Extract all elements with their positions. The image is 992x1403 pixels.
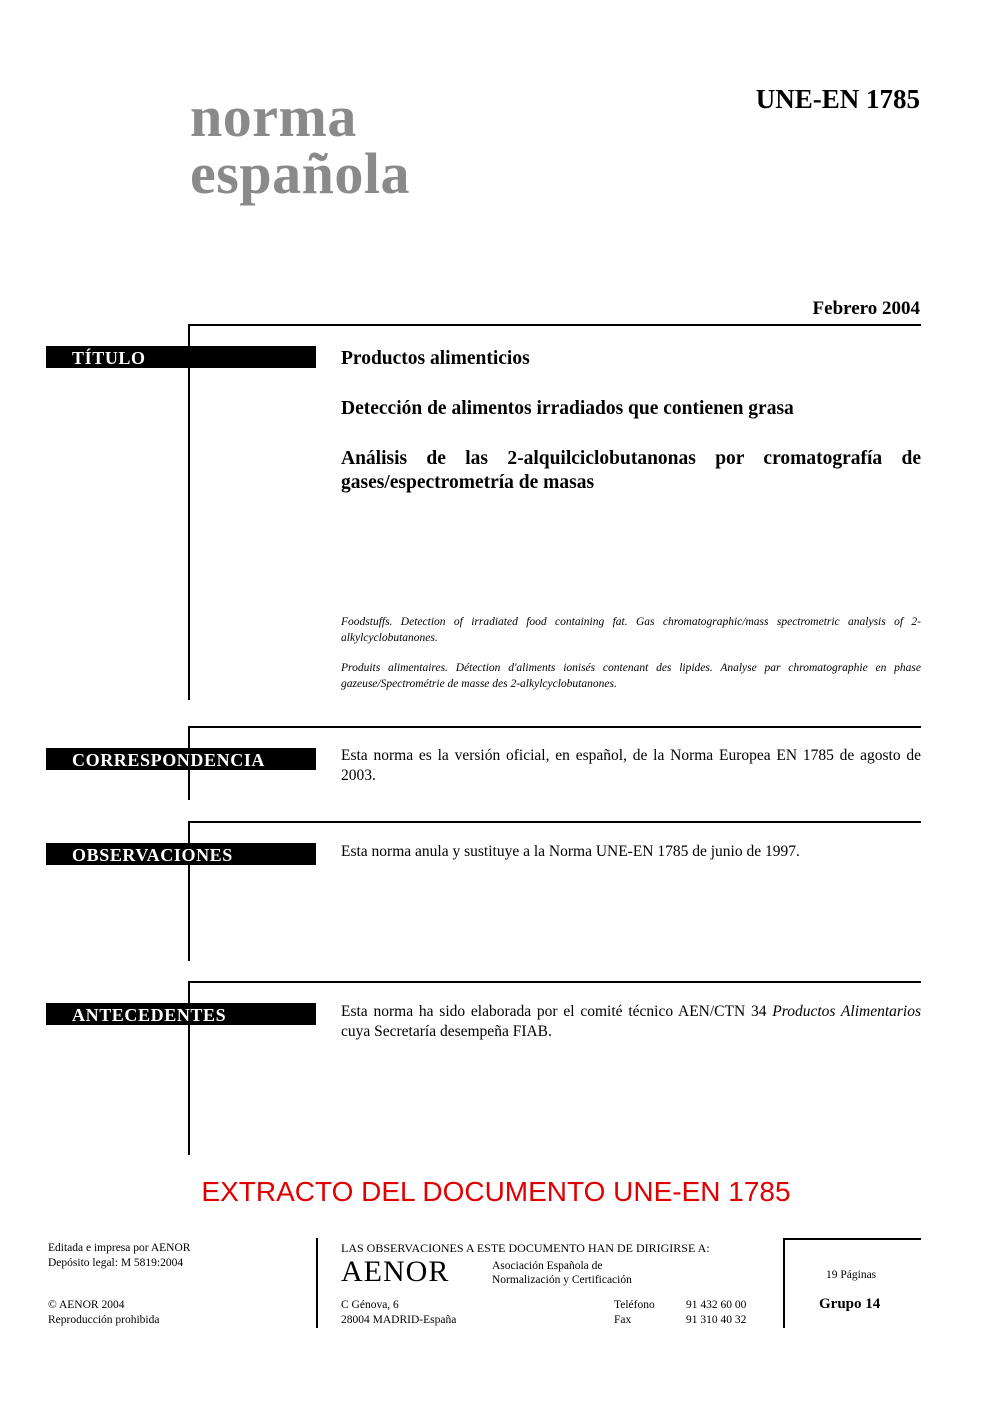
brand-espanola: española [190, 141, 410, 206]
footer-observaciones-heading: LAS OBSERVACIONES A ESTE DOCUMENTO HAN DE DIRIGIRSE A: [341, 1241, 710, 1255]
label-antecedentes: ANTECEDENTES [46, 1003, 316, 1025]
footer-grupo: Grupo 14 [819, 1296, 881, 1312]
extract-watermark: EXTRACTO DEL DOCUMENTO UNE-EN 1785 [201, 1176, 791, 1207]
section-rule-titulo [188, 324, 921, 326]
footer-org-line1: Asociación Española de [492, 1260, 603, 1272]
label-observaciones: OBSERVACIONES [46, 843, 316, 865]
footer-address1: C Génova, 6 [341, 1299, 399, 1311]
section-rule-correspondencia [188, 726, 921, 728]
footer-copyright: © AENOR 2004 [48, 1299, 125, 1311]
label-titulo: TÍTULO [46, 346, 316, 368]
section-vline-observaciones [188, 821, 190, 961]
footer-reproduccion: Reproducción prohibida [48, 1314, 160, 1326]
antecedentes-text-after: cuya Secretaría desempeña FIAB. [341, 1023, 552, 1040]
section-rule-observaciones [188, 821, 921, 823]
label-correspondencia: CORRESPONDENCIA [46, 748, 316, 770]
footer-edited: Editada e impresa por AENOR [48, 1242, 191, 1254]
antecedentes-committee-name: Productos Alimentarios [772, 1003, 921, 1020]
section-rule-antecedentes [188, 981, 921, 983]
aenor-logo: AENOR [341, 1255, 450, 1288]
antecedentes-text [341, 1002, 921, 1042]
footer-box-top [783, 1238, 921, 1240]
observaciones-text: Esta norma anula y sustituye a la Norma UNE-EN 1785 de junio de 1997. [341, 843, 800, 860]
publication-date: Febrero 2004 [812, 298, 920, 319]
footer-tel-value: 91 432 60 00 [686, 1299, 747, 1311]
standard-code: UNE-EN 1785 [755, 84, 920, 114]
correspondencia-text: Esta norma es la versión oficial, en español, de la Norma Europea EN 1785 de agosto de 2003. [341, 747, 921, 784]
footer-divider-left [316, 1238, 318, 1328]
footer-tel-label: Teléfono [614, 1299, 655, 1311]
brand-norma: norma [190, 84, 357, 149]
title-2: Detección de alimentos irradiados que contienen grasa [341, 398, 794, 419]
antecedentes-text-before: Esta norma ha sido elaborada por el comité técnico AEN/CTN 34 [341, 1003, 773, 1020]
footer-address2: 28004 MADRID-España [341, 1314, 457, 1326]
title-1: Productos alimenticios [341, 348, 530, 369]
footer-fax-label: Fax [614, 1314, 632, 1326]
footer-pages: 19 Páginas [826, 1269, 877, 1281]
title-3: Análisis de las 2-alquilciclobutanonas por cromatografía de gases/espectrometría de masas [341, 448, 921, 493]
footer-divider-right [783, 1238, 785, 1328]
footer-deposito: Depósito legal: M 5819:2004 [48, 1257, 184, 1269]
section-vline-titulo [188, 324, 190, 700]
french-title: Produits alimentaires. Détection d'aliments ionisés contenant des lipides. Analyse par chromatographie en phase gazeuse/Spectrométrie de masse des 2-alkylcyclobutanones. [341, 662, 921, 690]
footer-fax-value: 91 310 40 32 [686, 1314, 747, 1326]
footer-org-line2: Normalización y Certificación [492, 1274, 632, 1286]
english-title: Foodstuffs. Detection of irradiated food containing fat. Gas chromatographic/mass spectrometric analysis of 2-alkylcyclobutanones. [341, 616, 921, 644]
